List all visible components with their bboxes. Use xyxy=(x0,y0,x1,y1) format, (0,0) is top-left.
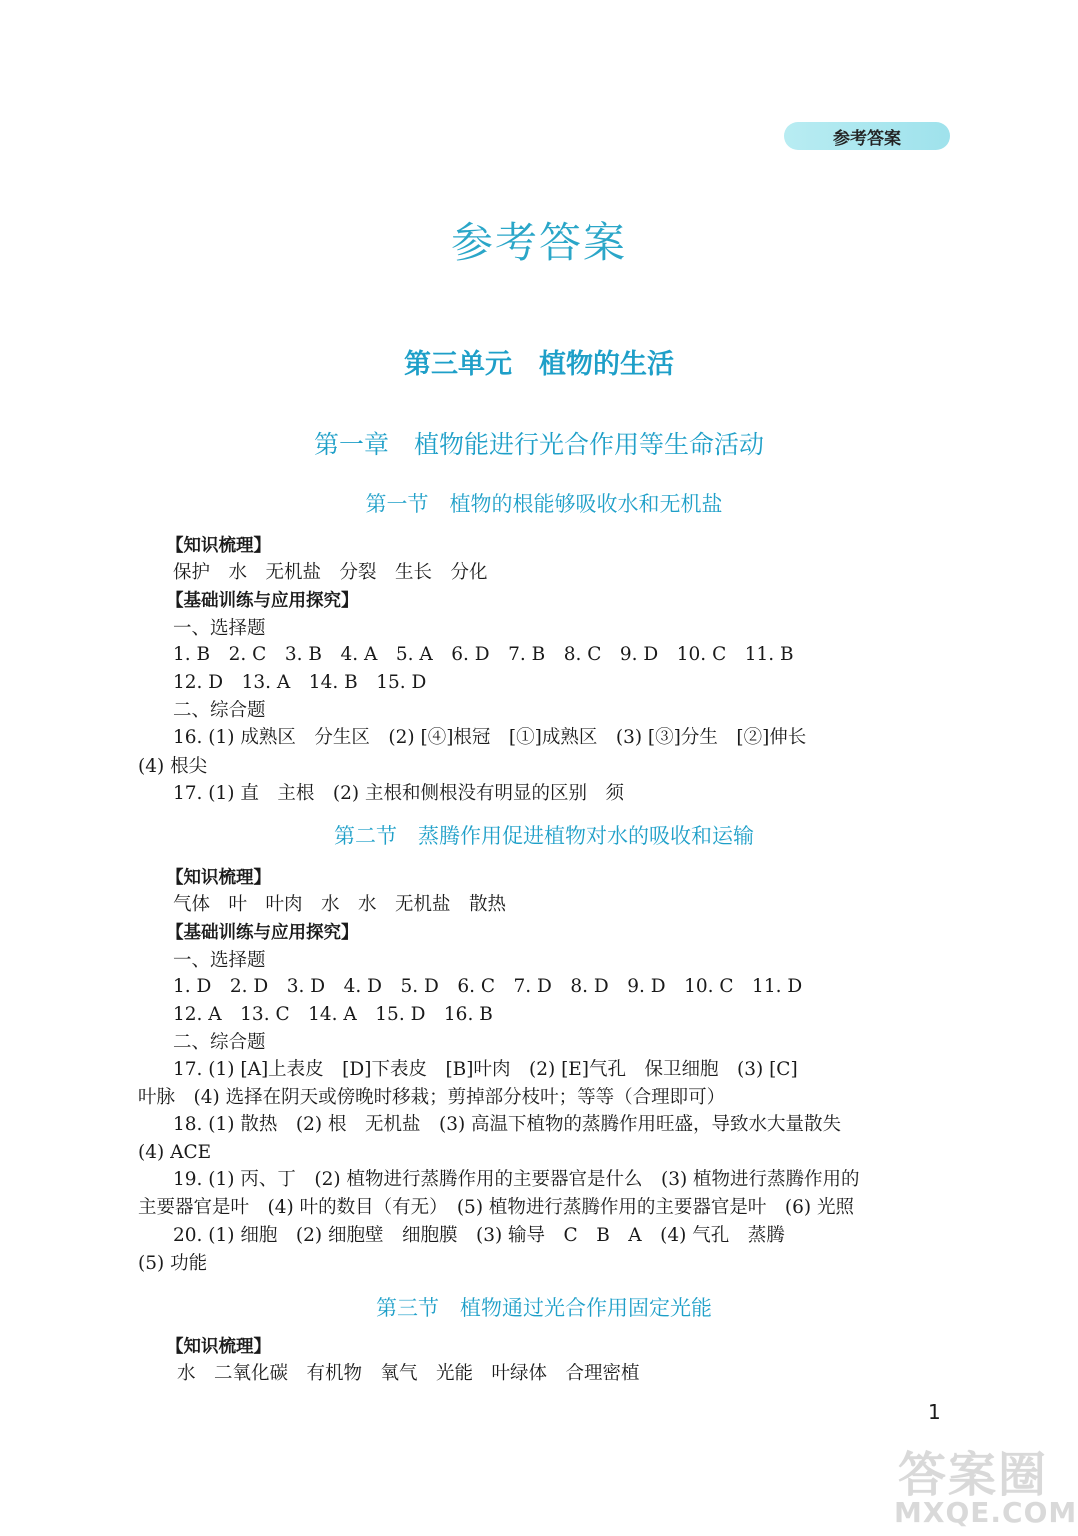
section-3-knowledge-label: 【知识梳理】 xyxy=(166,1337,271,1357)
chapter-title: 第一章 植物能进行光合作用等生命活动 xyxy=(313,430,764,459)
section-1-q16-line2: (4) 根尖 xyxy=(138,756,208,777)
watermark-cn-text: 答案圈 xyxy=(898,1447,1049,1503)
section-2-q19-line1: 19. (1) 丙、丁 (2) 植物进行蒸腾作用的主要器官是什么 (3) 植物进行蒸腾作用的 xyxy=(173,1169,860,1190)
section-2-q20-line2: (5) 功能 xyxy=(138,1253,208,1274)
header-badge: 参考答案 xyxy=(784,122,950,150)
section-1-comp-label: 二、综合题 xyxy=(173,700,266,721)
watermark-en-text: MXQE.COM xyxy=(894,1496,1078,1529)
section-1-title: 第一节 植物的根能够吸收水和无机盐 xyxy=(365,492,723,516)
section-2-q18-line2: (4) ACE xyxy=(138,1142,212,1163)
section-3-knowledge-answers: 水 二氧化碳 有机物 氧气 光能 叶绿体 合理密植 xyxy=(177,1363,640,1384)
section-2-q17-line1: 17. (1) [A]上表皮 [D]下表皮 [B]叶肉 (2) [E]气孔 保卫细胞 (3) [C] xyxy=(173,1059,798,1080)
section-2-q18-line1: 18. (1) 散热 (2) 根 无机盐 (3) 高温下植物的蒸腾作用旺盛，导致水大量散失 xyxy=(173,1114,842,1135)
page-title: 参考答案 xyxy=(450,218,627,267)
section-2-q20-line1: 20. (1) 细胞 (2) 细胞壁 细胞膜 (3) 输导 C B A (4) 气孔 蒸腾 xyxy=(173,1225,785,1246)
page-number: 1 xyxy=(928,1400,941,1424)
watermark-logo xyxy=(886,1432,1076,1532)
section-1-knowledge-answers: 保护 水 无机盐 分裂 生长 分化 xyxy=(173,562,488,583)
section-2-q19-line2: 主要器官是叶 (4) 叶的数目（有无） (5) 植物进行蒸腾作用的主要器官是叶 (6) 光照 xyxy=(138,1197,855,1218)
section-2-choice-line2: 12. A 13. C 14. A 15. D 16. B xyxy=(173,1004,493,1025)
section-1-choice-label: 一、选择题 xyxy=(173,618,266,639)
section-1-choice-line2: 12. D 13. A 14. B 15. D xyxy=(173,672,427,693)
section-2-choice-label: 一、选择题 xyxy=(173,950,266,971)
unit-title: 第三单元 植物的生活 xyxy=(404,349,674,380)
section-2-knowledge-answers: 气体 叶 叶肉 水 水 无机盐 散热 xyxy=(173,894,507,915)
section-2-knowledge-label: 【知识梳理】 xyxy=(166,868,271,888)
section-2-choice-line1: 1. D 2. D 3. D 4. D 5. D 6. C 7. D 8. D 9. D 10. C 11. D xyxy=(173,976,803,997)
section-1-q17-line1: 17. (1) 直 主根 (2) 主根和侧根没有明显的区别 须 xyxy=(173,783,624,804)
section-2-training-label: 【基础训练与应用探究】 xyxy=(166,923,359,943)
section-1-knowledge-label: 【知识梳理】 xyxy=(166,536,271,556)
section-2-q17-line2: 叶脉 (4) 选择在阴天或傍晚时移栽；剪掉部分枝叶；等等（合理即可） xyxy=(138,1087,726,1108)
section-2-comp-label: 二、综合题 xyxy=(173,1032,266,1053)
section-2-title: 第二节 蒸腾作用促进植物对水的吸收和运输 xyxy=(334,824,754,848)
section-1-choice-line1: 1. B 2. C 3. B 4. A 5. A 6. D 7. B 8. C 9. D 10. C 11. B xyxy=(173,644,794,665)
section-1-training-label: 【基础训练与应用探究】 xyxy=(166,591,359,611)
section-1-q16-line1: 16. (1) 成熟区 分生区 (2) [④]根冠 [①]成熟区 (3) [③]分生 [②]伸长 xyxy=(173,727,807,748)
section-3-title: 第三节 植物通过光合作用固定光能 xyxy=(376,1296,712,1320)
